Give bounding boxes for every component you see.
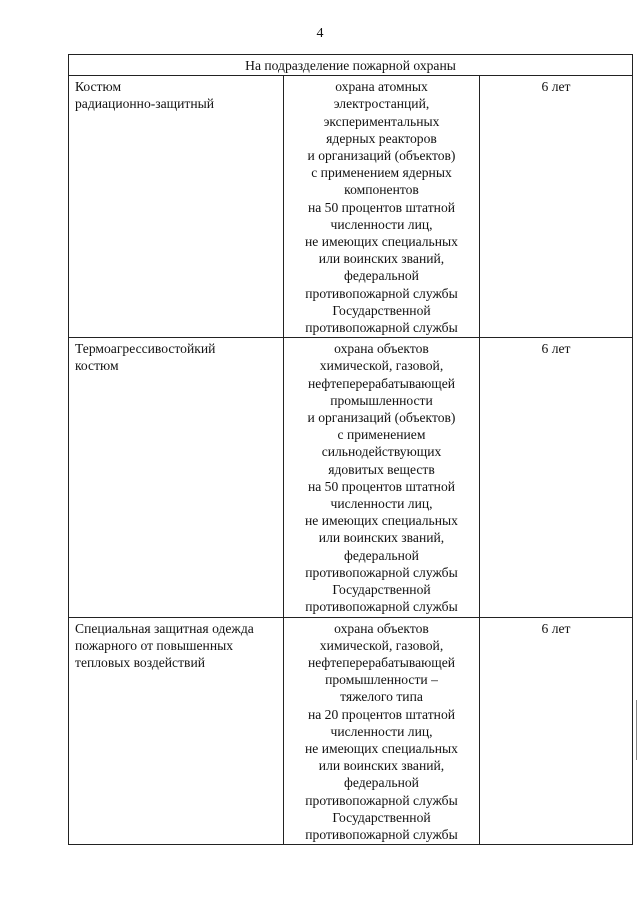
condition-line: на 20 процентов штатной — [307, 706, 456, 722]
item-name-line: Термоагрессивостойкий — [75, 341, 216, 357]
scan-margin-mark — [636, 700, 637, 760]
condition-line: охрана атомных — [335, 79, 428, 95]
condition-line: или воинских званий, — [318, 530, 445, 546]
condition-line: химической, газовой, — [319, 358, 444, 374]
condition-line: Государственной — [332, 582, 431, 598]
equipment-table — [68, 54, 633, 845]
condition-line: ядовитых веществ — [328, 461, 435, 477]
condition-line: численности лиц, — [330, 216, 433, 232]
condition-line: тяжелого типа — [340, 689, 423, 705]
item-name-line: Специальная защитная одежда — [75, 620, 254, 636]
item-name-cell — [69, 338, 284, 617]
condition-line: нефтеперерабатывающей — [307, 375, 456, 391]
condition-line: или воинских званий, — [318, 758, 445, 774]
condition-line: противопожарной службы — [305, 826, 458, 842]
item-name-line: костюм — [75, 358, 119, 374]
condition-line: противопожарной службы — [305, 792, 458, 808]
condition-line: Государственной — [332, 302, 431, 318]
condition-line: экспериментальных — [323, 113, 440, 129]
condition-line: химической, газовой, — [319, 637, 444, 653]
condition-cell — [284, 76, 480, 338]
condition-line: промышленности – — [325, 672, 438, 688]
condition-line: электростанций, — [333, 96, 430, 112]
condition-line: противопожарной службы — [305, 599, 458, 615]
condition-line: ядерных реакторов — [326, 130, 437, 146]
section-header: На подразделение пожарной охраны — [69, 55, 633, 76]
condition-line: с применением ядерных — [311, 165, 452, 181]
section-header-row — [69, 55, 633, 76]
condition-line: численности лиц, — [330, 496, 433, 512]
term-cell — [480, 617, 633, 845]
condition-line: федеральной — [344, 775, 419, 791]
condition-line: не имеющих специальных — [305, 513, 458, 529]
condition-line: численности лиц, — [330, 723, 433, 739]
condition-line: нефтеперерабатывающей — [307, 654, 456, 670]
condition-line: не имеющих специальных — [305, 740, 458, 756]
condition-line: противопожарной службы — [305, 320, 458, 336]
condition-line: и организаций (объектов) — [307, 148, 456, 164]
condition-line: на 50 процентов штатной — [307, 478, 456, 494]
condition-line: противопожарной службы — [305, 564, 458, 580]
condition-line: сильнодействующих — [321, 444, 442, 460]
table-row — [69, 617, 633, 845]
term-value: 6 лет — [541, 79, 571, 95]
condition-cell — [284, 338, 480, 617]
table-row — [69, 338, 633, 617]
condition-line: охрана объектов — [334, 620, 429, 636]
table-row — [69, 76, 633, 338]
item-name-line: радиационно-защитный — [75, 96, 215, 112]
condition-line: федеральной — [344, 268, 419, 284]
condition-cell — [284, 617, 480, 845]
term-value: 6 лет — [541, 341, 571, 357]
term-cell — [480, 338, 633, 617]
condition-line: или воинских званий, — [318, 251, 445, 267]
condition-line: на 50 процентов штатной — [307, 199, 456, 215]
item-name-cell — [69, 76, 284, 338]
term-value: 6 лет — [541, 620, 571, 636]
condition-line: и организаций (объектов) — [307, 410, 456, 426]
condition-line: противопожарной службы — [305, 285, 458, 301]
condition-line: федеральной — [344, 547, 419, 563]
page-number: 4 — [316, 26, 324, 41]
condition-line: охрана объектов — [334, 341, 429, 357]
condition-line: компонентов — [344, 182, 419, 198]
item-name-line: тепловых воздействий — [75, 654, 205, 670]
condition-line: промышленности — [330, 392, 433, 408]
term-cell — [480, 76, 633, 338]
item-name-line: пожарного от повышенных — [75, 637, 234, 653]
item-name-cell — [69, 617, 284, 845]
condition-line: Государственной — [332, 809, 431, 825]
item-name-line: Костюм — [75, 79, 122, 95]
condition-line: не имеющих специальных — [305, 234, 458, 250]
condition-line: с применением — [337, 427, 426, 443]
